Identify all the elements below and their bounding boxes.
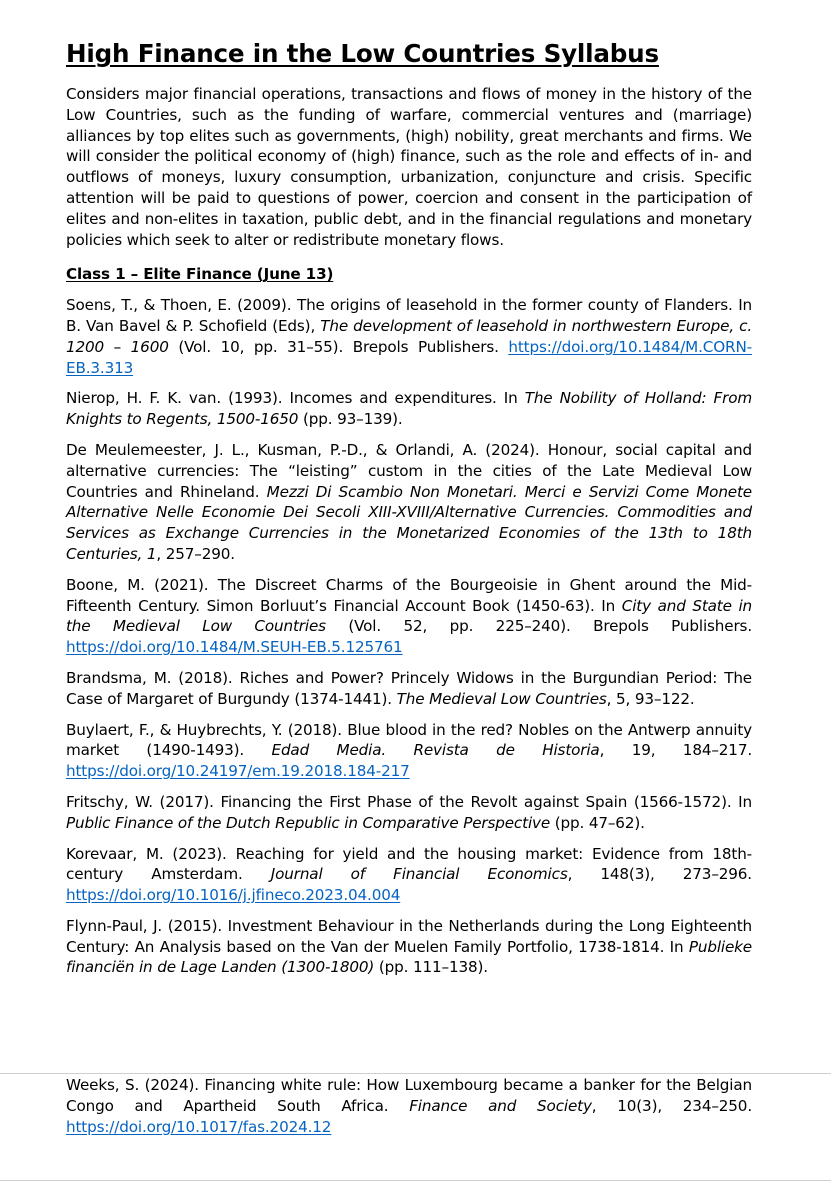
- reference-item: [66, 844, 752, 906]
- reference-details: , 148(3), 273–296.: [567, 865, 752, 884]
- reference-item: [66, 295, 752, 378]
- reference-source: Publieke financiën in de Lage Landen (1300-1800): [66, 937, 752, 977]
- reference-item: [66, 388, 752, 430]
- doi-link[interactable]: https://doi.org/10.24197/em.19.2018.184-217: [66, 762, 410, 781]
- reference-details: , 19, 184–217.: [599, 741, 753, 760]
- page-bottom-divider: [0, 1180, 831, 1181]
- course-description: Considers major financial operations, transactions and flows of money in the history of the Low Countries, such as the funding of warfare, commercial ventures and (marriage) alliances by top elites such as governments, (high) nobility, great merchants and firms. We will consider the political economy of (high) finance, such as the role and effects of in- and outflows of moneys, luxury consumption, urbanization, conjuncture and crisis. Specific attention will be paid to questions of power, coercion and consent in the participation of elites and non-elites in taxation, public debt, and in the financial regulations and monetary policies which seek to alter or redistribute monetary flows.: [66, 85, 752, 249]
- reference-details: (pp. 93–139).: [298, 410, 403, 429]
- reference-text: Buylaert, F., & Huybrechts, Y. (2018). Blue blood in the red? Nobles on the Antwerp annuity market (1490-1493).: [66, 720, 752, 760]
- reference-source: Edad Media. Revista de Historia: [271, 741, 600, 760]
- doi-link[interactable]: https://doi.org/10.1484/M.SEUH-EB.5.125761: [66, 638, 403, 657]
- reference-source: Mezzi Di Scambio Non Monetari. Merci e Servizi Come Monete Alternative Nelle Economie Dei Secoli XIII-XVIII/Alternative Currencies. Commodities and Services as Exchange Currencies in the Monetarized Economies of the 13th to 18th Centuries, 1: [66, 482, 752, 563]
- reference-details: , 5, 93–122.: [606, 689, 695, 708]
- reference-text: Korevaar, M. (2023). Reaching for yield and the housing market: Evidence from 18th-century Amsterdam.: [66, 844, 752, 884]
- reference-text: Soens, T., & Thoen, E. (2009). The origins of leasehold in the former county of Flanders. In B. Van Bavel & P. Schofield (Eds),: [66, 296, 752, 335]
- reference-details: , 10(3), 234–250.: [591, 1096, 752, 1115]
- reference-text: Brandsma, M. (2018). Riches and Power? Princely Widows in the Burgundian Period: The Case of Margaret of Burgundy (1374-1441).: [66, 668, 752, 708]
- reference-item: [66, 440, 752, 565]
- doi-link[interactable]: https://doi.org/10.1484/M.CORN-EB.3.313: [66, 337, 752, 377]
- page-title: High Finance in the Low Countries Syllabus: [66, 39, 659, 68]
- reference-text: Nierop, H. F. K. van. (1993). Incomes and expenditures. In: [66, 389, 525, 408]
- reference-item: [66, 792, 752, 834]
- doi-link[interactable]: https://doi.org/10.1017/fas.2024.12: [66, 1117, 332, 1136]
- reference-item: [66, 1075, 752, 1137]
- page-break-divider: [0, 1073, 831, 1074]
- reference-details: (pp. 111–138).: [374, 958, 488, 977]
- reference-item: [66, 916, 752, 978]
- reference-item: [66, 668, 752, 710]
- reference-details: (Vol. 10, pp. 31–55). Brepols Publishers.: [168, 337, 499, 356]
- reference-details: , 257–290.: [156, 544, 235, 563]
- reference-item: [66, 575, 752, 658]
- reference-text: Flynn-Paul, J. (2015). Investment Behaviour in the Netherlands during the Long Eighteenth Century: An Analysis based on the Van der Muelen Family Portfolio, 1738-1814. In: [66, 916, 752, 956]
- reference-source: Public Finance of the Dutch Republic in Comparative Perspective: [66, 813, 551, 832]
- reference-item: [66, 720, 752, 782]
- reference-text: Boone, M. (2021). The Discreet Charms of the Bourgeoisie in Ghent around the Mid-Fifteenth Century. Simon Borluut’s Financial Account Book (1450-63). In: [66, 575, 752, 615]
- reference-text: Weeks, S. (2024). Financing white rule: How Luxembourg became a banker for the Belgian Congo and Apartheid South Africa.: [66, 1076, 752, 1115]
- reference-source: Journal of Financial Economics: [270, 865, 568, 884]
- reference-source: City and State in the Medieval Low Countries: [66, 596, 752, 636]
- doi-link[interactable]: https://doi.org/10.1016/j.jfineco.2023.04.004: [66, 886, 401, 905]
- reference-text: Fritschy, W. (2017). Financing the First Phase of the Revolt against Spain (1566-1572). In: [66, 792, 752, 811]
- reference-source: The development of leasehold in northwestern Europe, c. 1200 – 1600: [66, 316, 752, 356]
- reference-source: The Medieval Low Countries: [396, 689, 607, 708]
- reference-details: (pp. 47–62).: [550, 813, 645, 832]
- reference-source: The Nobility of Holland: From Knights to Regents, 1500-1650: [66, 389, 752, 429]
- reference-text: De Meulemeester, J. L., Kusman, P.-D., & Orlandi, A. (2024). Honour, social capital and alternative currencies: The “leisting” custom in the cities of the Late Medieval Low Countries and Rhineland.: [66, 440, 752, 501]
- class-heading: Class 1 – Elite Finance (June 13): [66, 265, 334, 284]
- document-body: [66, 38, 752, 988]
- reference-source: Finance and Society: [409, 1096, 592, 1115]
- reference-details: (Vol. 52, pp. 225–240). Brepols Publishers.: [325, 617, 752, 636]
